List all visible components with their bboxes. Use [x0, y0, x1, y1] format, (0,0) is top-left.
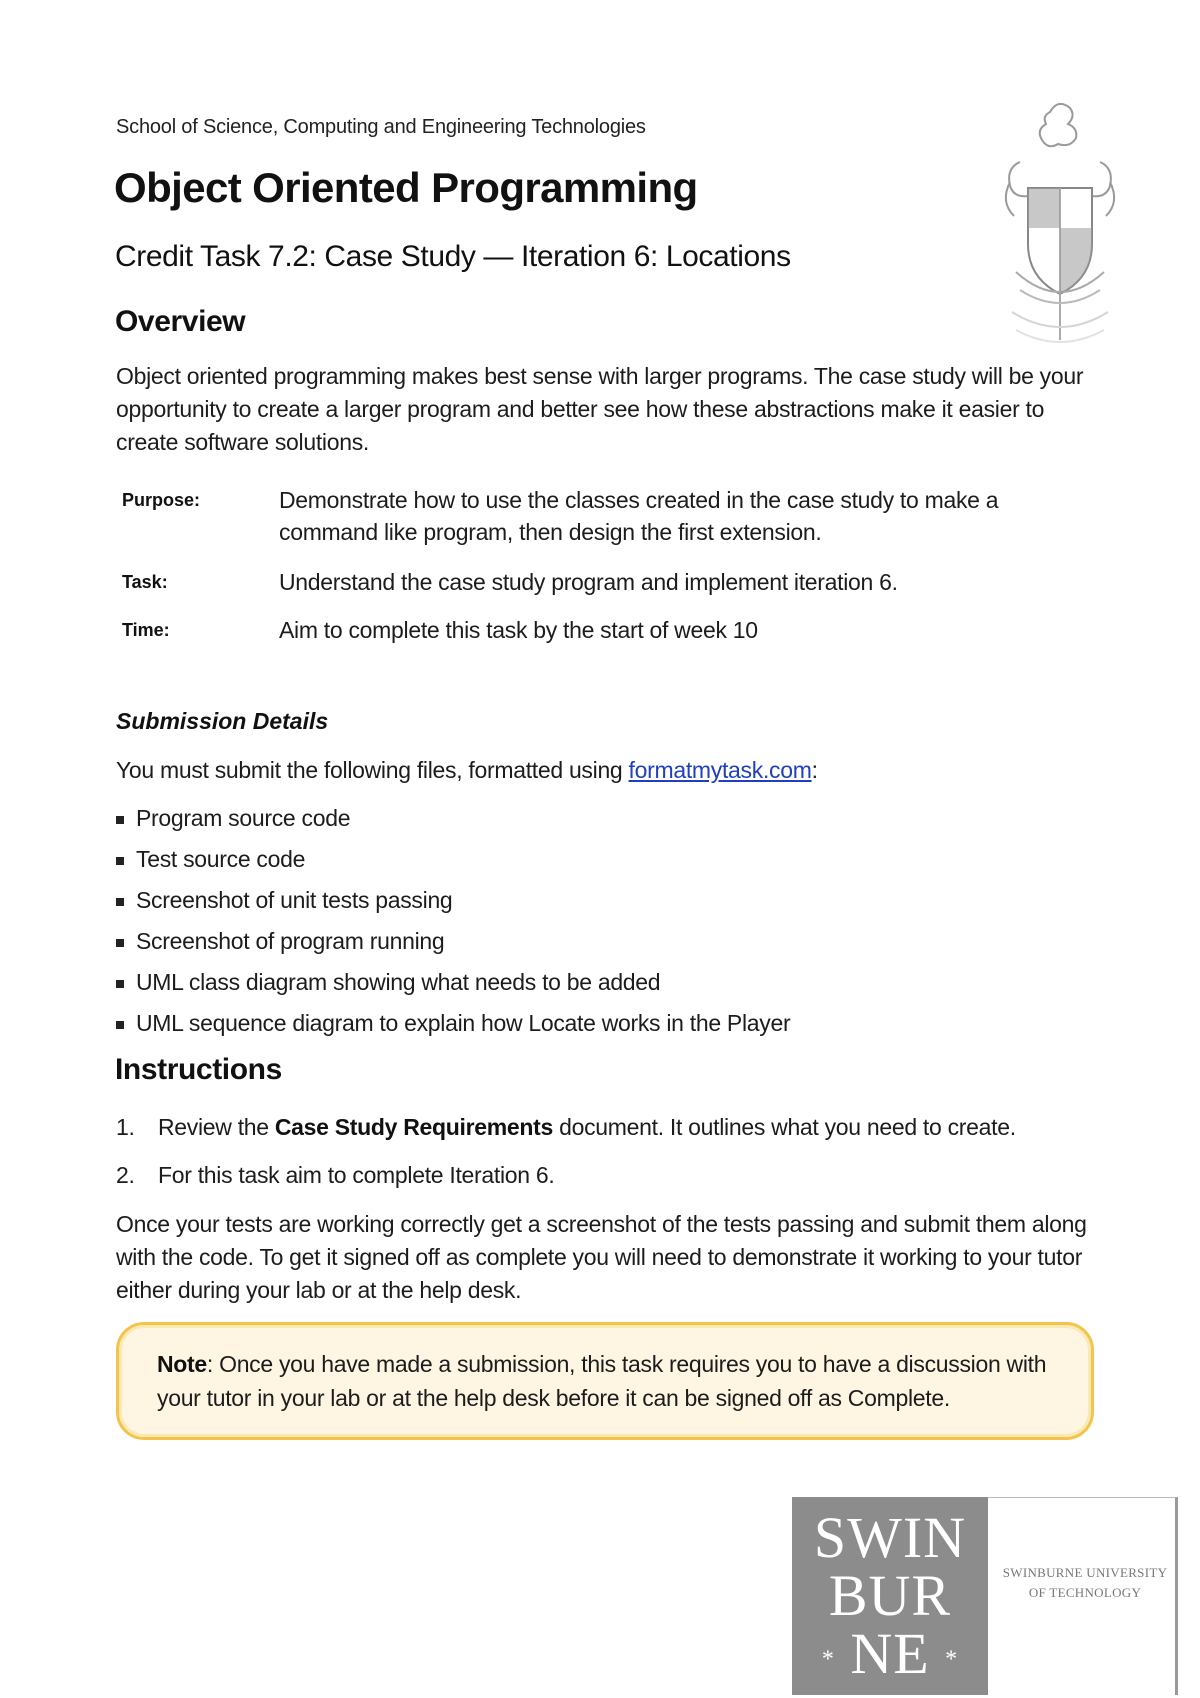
task-value: Understand the case study program and implement iteration 6.: [279, 569, 898, 595]
purpose-label: Purpose:: [122, 490, 201, 510]
purpose-row: [122, 484, 1082, 566]
instructions-heading: Instructions: [115, 1053, 282, 1086]
list-item: Program source code: [116, 797, 790, 838]
list-item: Screenshot of program running: [116, 920, 790, 961]
logo-line-3: * NE *: [821, 1621, 959, 1686]
page-title: Object Oriented Programming: [114, 164, 698, 211]
task-label: Task:: [122, 572, 168, 592]
square-bullet-icon: [116, 1021, 124, 1029]
overview-text: Object oriented programming makes best sense with larger programs. The case study will be your opportunity to create a larger program and better see how these abstractions make it easier to create software solutions.: [116, 363, 1084, 455]
instructions-outro: Once your tests are working correctly get a screenshot of the tests passing and submit them along with the code. To get it signed off as complete you will need to demonstrate it working to your tutor either during your lab or at the help desk.: [116, 1211, 1087, 1303]
note-label: Note: [157, 1351, 207, 1377]
submission-intro-suffix: :: [811, 757, 818, 783]
task-row: [122, 566, 1082, 614]
note-text: Note: Once you have made a submission, this task requires you to have a discussion with your tutor in your lab or at the help desk before it can be signed off as Complete.: [157, 1351, 1047, 1411]
overview-heading: Overview: [115, 305, 246, 338]
school-name: School of Science, Computing and Engineering Technologies: [116, 116, 646, 138]
instruction-steps: [116, 1110, 1016, 1206]
swinburne-logo: [792, 1497, 988, 1695]
purpose-value: Demonstrate how to use the classes created in the case study to make a command like program, then design the first extension.: [279, 487, 999, 545]
list-item: UML sequence diagram to explain how Locate works in the Player: [116, 1002, 790, 1043]
square-bullet-icon: [116, 816, 124, 824]
square-bullet-icon: [116, 980, 124, 988]
task-subtitle: Credit Task 7.2: Case Study — Iteration 6: Locations: [115, 240, 791, 273]
logo-caption: SWINBURNE UNIVERSITY OF TECHNOLOGY: [1002, 1565, 1168, 1600]
square-bullet-icon: [116, 857, 124, 865]
instruction-step-2: 2. For this task aim to complete Iteration 6.: [116, 1162, 555, 1188]
square-bullet-icon: [116, 939, 124, 947]
task-info-table: [122, 484, 1082, 654]
time-value: Aim to complete this task by the start of week 10: [279, 617, 758, 643]
submission-intro: [116, 757, 818, 784]
instruction-step-1: 1. Review the Case Study Requirements document. It outlines what you need to create.: [116, 1114, 1016, 1140]
crest-icon: [990, 92, 1130, 357]
note-callout: [116, 1322, 1094, 1440]
formatmytask-link[interactable]: formatmytask.com: [628, 757, 812, 783]
square-bullet-icon: [116, 898, 124, 906]
logo-line-1: SWIN: [813, 1505, 967, 1570]
star-icon: *: [821, 1646, 835, 1673]
submission-heading: Submission Details: [116, 708, 329, 734]
time-label: Time:: [122, 620, 170, 640]
list-item: Test source code: [116, 838, 790, 879]
submission-intro-prefix: You must submit the following files, formatted using: [116, 757, 629, 783]
list-item: Screenshot of unit tests passing: [116, 879, 790, 920]
time-row: [122, 614, 1082, 654]
list-item: UML class diagram showing what needs to be added: [116, 961, 790, 1002]
submission-file-list: [116, 797, 790, 1043]
logo-line-2: BUR: [828, 1563, 952, 1628]
star-icon: *: [945, 1646, 959, 1673]
